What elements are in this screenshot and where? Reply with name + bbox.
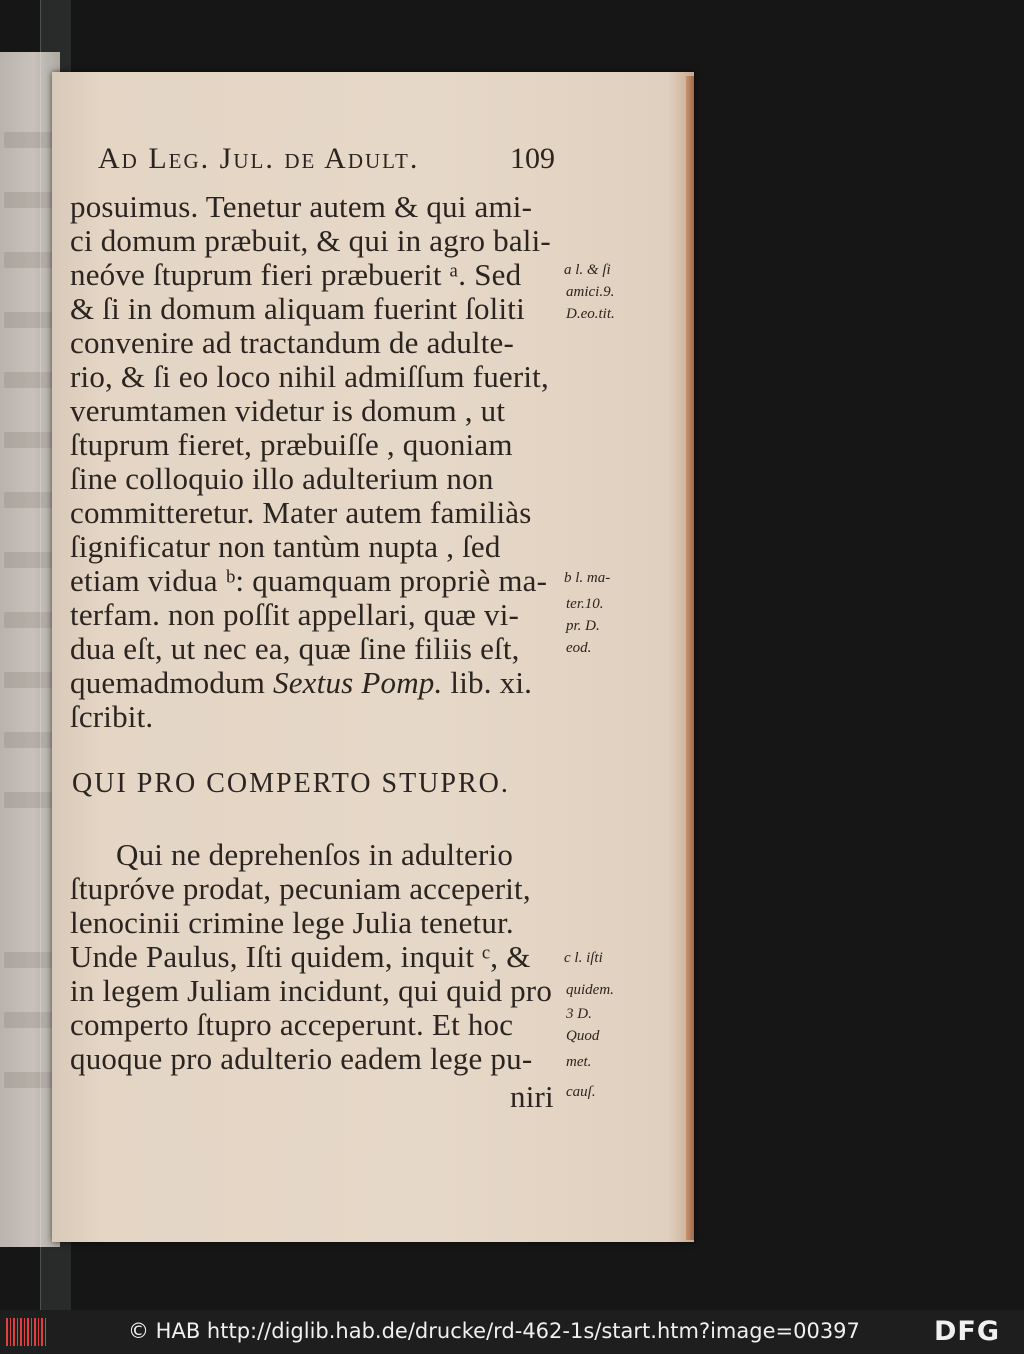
margin-note-a: D.eo.tit.	[566, 306, 615, 322]
text-line: & ſi in domum aliquam fuerint ſoliti	[70, 291, 525, 326]
text-line: terfam. non poſſit appellari, quæ vi-	[70, 597, 520, 632]
text-line: posuimus. Tenetur autem & qui ami-	[70, 189, 533, 224]
margin-note-b: pr. D.	[566, 618, 600, 634]
margin-note-c: Quod	[566, 1028, 600, 1044]
text-line: Unde Paulus, Iſti quidem, inquit ᶜ, &	[70, 939, 531, 974]
margin-note-c: quidem.	[566, 982, 614, 998]
text-line: ſtuprum fieret, præbuiſſe , quoniam	[70, 427, 513, 462]
text-line: rio, & ſi eo loco nihil admiſſum fuerit,	[70, 359, 549, 394]
text-line: lenocinii crimine lege Julia tenetur.	[70, 905, 514, 940]
margin-note-a: amici.9.	[566, 284, 615, 300]
margin-note-c: 3 D.	[566, 1006, 592, 1022]
text-line: ſtupróve prodat, pecuniam acceperit,	[70, 871, 531, 906]
text-line: ci domum præbuit, & qui in agro bali-	[70, 223, 551, 258]
author-name: Sextus Pomp.	[273, 665, 443, 700]
text-line: ſcribit.	[70, 699, 154, 734]
margin-note-b: b l. ma-	[564, 570, 611, 586]
text-line: convenire ad tractandum de adulte-	[70, 325, 515, 360]
text-line: in legem Juliam incidunt, qui quid pro	[70, 973, 553, 1008]
text-line: ſine colloquio illo adulterium non	[70, 461, 494, 496]
text-line: etiam vidua ᵇ: quamquam propriè ma-	[70, 563, 548, 598]
source-url[interactable]: © HAB http://diglib.hab.de/drucke/rd-462-1s/start.htm?image=00397	[128, 1319, 860, 1343]
margin-note-c: cauſ.	[566, 1084, 596, 1100]
catchword: niri	[510, 1079, 554, 1114]
margin-note-b: ter.10.	[566, 596, 604, 612]
text-line: quoque pro adulterio eadem lege pu-	[70, 1041, 533, 1076]
page-number: 109	[510, 142, 555, 175]
text-line: neóve ſtuprum fieri præbuerit ᵃ. Sed	[70, 257, 522, 292]
text-line: verumtamen videtur is domum , ut	[70, 393, 506, 428]
margin-note-c: c l. iſti	[564, 950, 603, 966]
running-head: Ad Leg. Jul. de Adult.	[98, 142, 420, 175]
text-line: committeretur. Mater autem familiàs	[70, 495, 532, 530]
barcode-icon	[6, 1318, 46, 1346]
text-span: lib. xi.	[442, 665, 533, 700]
text-line	[70, 666, 532, 700]
text-line: Qui ne deprehenſos in adulterio	[116, 837, 514, 872]
page-edge	[686, 76, 694, 1240]
footer-bar	[0, 1310, 1024, 1354]
section-heading: QUI PRO COMPERTO STUPRO.	[72, 768, 510, 799]
text-line: comperto ſtupro acceperunt. Et hoc	[70, 1007, 514, 1042]
margin-note-b: eod.	[566, 640, 592, 656]
margin-note-c: met.	[566, 1054, 592, 1070]
dfg-logo: DFG	[934, 1316, 1001, 1347]
text-span: quemadmodum	[70, 665, 274, 700]
margin-note-a: a l. & ſi	[564, 262, 611, 278]
text-line: ſignificatur non tantùm nupta , ſed	[70, 529, 501, 564]
text-line: dua eſt, ut nec ea, quæ ſine filiis eſt,	[70, 631, 520, 666]
